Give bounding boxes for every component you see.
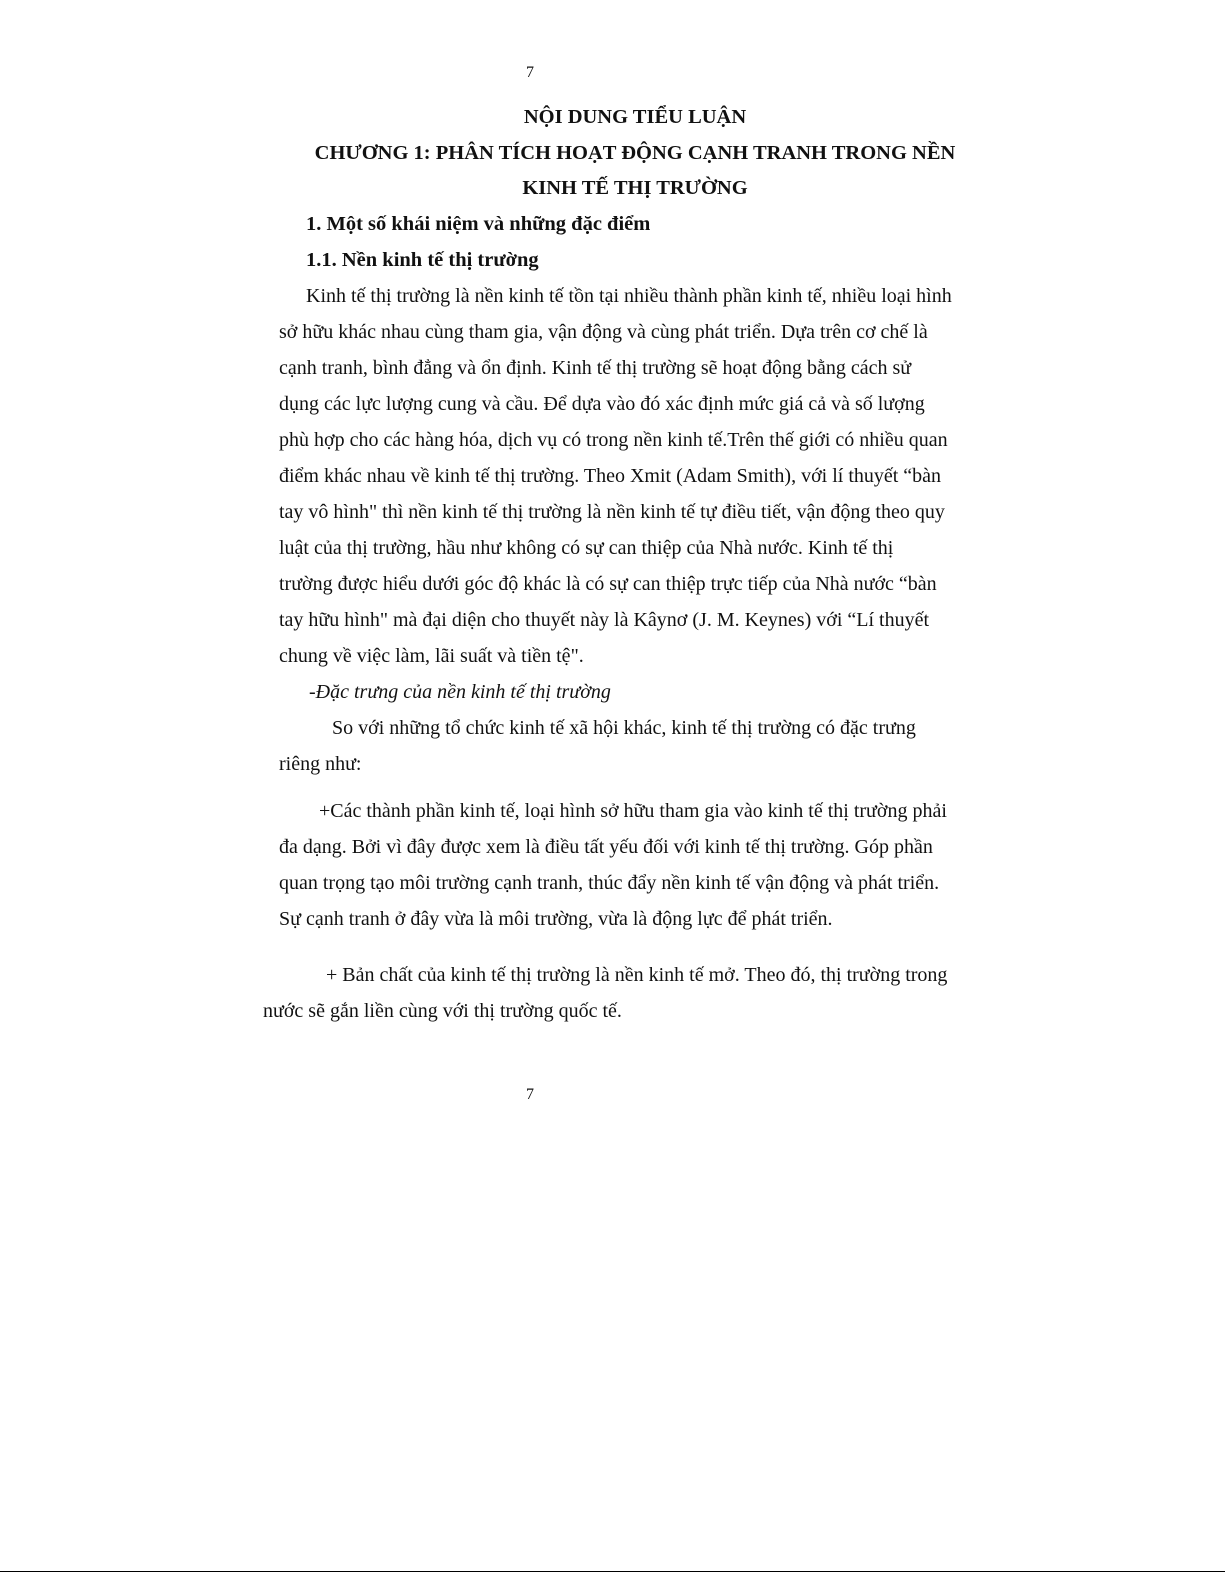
paragraph-line: sở hữu khác nhau cùng tham gia, vận động và cùng phát triển. Dựa trên cơ chế là <box>279 321 928 343</box>
paragraph-line: tay vô hình" thì nền kinh tế thị trường là nền kinh tế tự điều tiết, vận động theo quy <box>279 501 945 523</box>
paragraph-line: So với những tổ chức kinh tế xã hội khác, kinh tế thị trường có đặc trưng <box>332 717 916 739</box>
paragraph-line: riêng như: <box>279 753 362 775</box>
paragraph-line: Kinh tế thị trường là nền kinh tế tồn tại nhiều thành phần kinh tế, nhiều loại hình <box>306 285 952 307</box>
section-heading-1-1: 1.1. Nền kinh tế thị trường <box>306 249 539 271</box>
paragraph-line: Sự cạnh tranh ở đây vừa là môi trường, vừa là động lực để phát triển. <box>279 908 833 930</box>
paragraph-line: điểm khác nhau về kinh tế thị trường. Theo Xmit (Adam Smith), với lí thuyết “bàn <box>279 465 942 487</box>
page-number-bottom: 7 <box>526 1086 534 1103</box>
paragraph-line: tay hữu hình" mà đại diện cho thuyết này là Kâynơ (J. M. Keynes) với “Lí thuyết <box>279 609 930 631</box>
paragraph-line: cạnh tranh, bình đẳng và ổn định. Kinh tế thị trường sẽ hoạt động bằng cách sử <box>279 357 912 379</box>
paragraph-line: + Bản chất của kinh tế thị trường là nền kinh tế mở. Theo đó, thị trường trong <box>326 964 948 986</box>
page-bottom-border <box>0 1571 1225 1572</box>
paragraph-line: quan trọng tạo môi trường cạnh tranh, thúc đẩy nền kinh tế vận động và phát triển. <box>279 872 940 894</box>
paragraph-line: nước sẽ gắn liền cùng với thị trường quốc tế. <box>263 1000 622 1022</box>
section-heading-1: 1. Một số khái niệm và những đặc điểm <box>306 213 651 235</box>
paragraph-line: chung về việc làm, lãi suất và tiền tệ". <box>279 645 584 667</box>
chapter-title-line-2: KINH TẾ THỊ TRƯỜNG <box>522 177 748 199</box>
paragraph-line: trường được hiểu dưới góc độ khác là có sự can thiệp trực tiếp của Nhà nước “bàn <box>279 573 937 595</box>
paragraph-line: đa dạng. Bởi vì đây được xem là điều tất yếu đối với kinh tế thị trường. Góp phần <box>279 836 933 858</box>
paragraph-line: phù hợp cho các hàng hóa, dịch vụ có trong nền kinh tế.Trên thế giới có nhiều quan <box>279 429 948 451</box>
page-number-top: 7 <box>526 64 534 81</box>
paragraph-line: luật của thị trường, hầu như không có sự can thiệp của Nhà nước. Kinh tế thị <box>279 537 894 559</box>
paragraph-line: +Các thành phần kinh tế, loại hình sở hữu tham gia vào kinh tế thị trường phải <box>319 800 947 822</box>
document-title: NỘI DUNG TIỂU LUẬN <box>523 106 747 128</box>
chapter-title-line-1: CHƯƠNG 1: PHÂN TÍCH HOẠT ĐỘNG CẠNH TRANH TRONG NỀN <box>314 142 956 164</box>
paragraph-line: dụng các lực lượng cung và cầu. Để dựa vào đó xác định mức giá cả và số lượng <box>279 393 925 415</box>
feature-subheading: -Đặc trưng của nền kinh tế thị trường <box>309 681 611 703</box>
